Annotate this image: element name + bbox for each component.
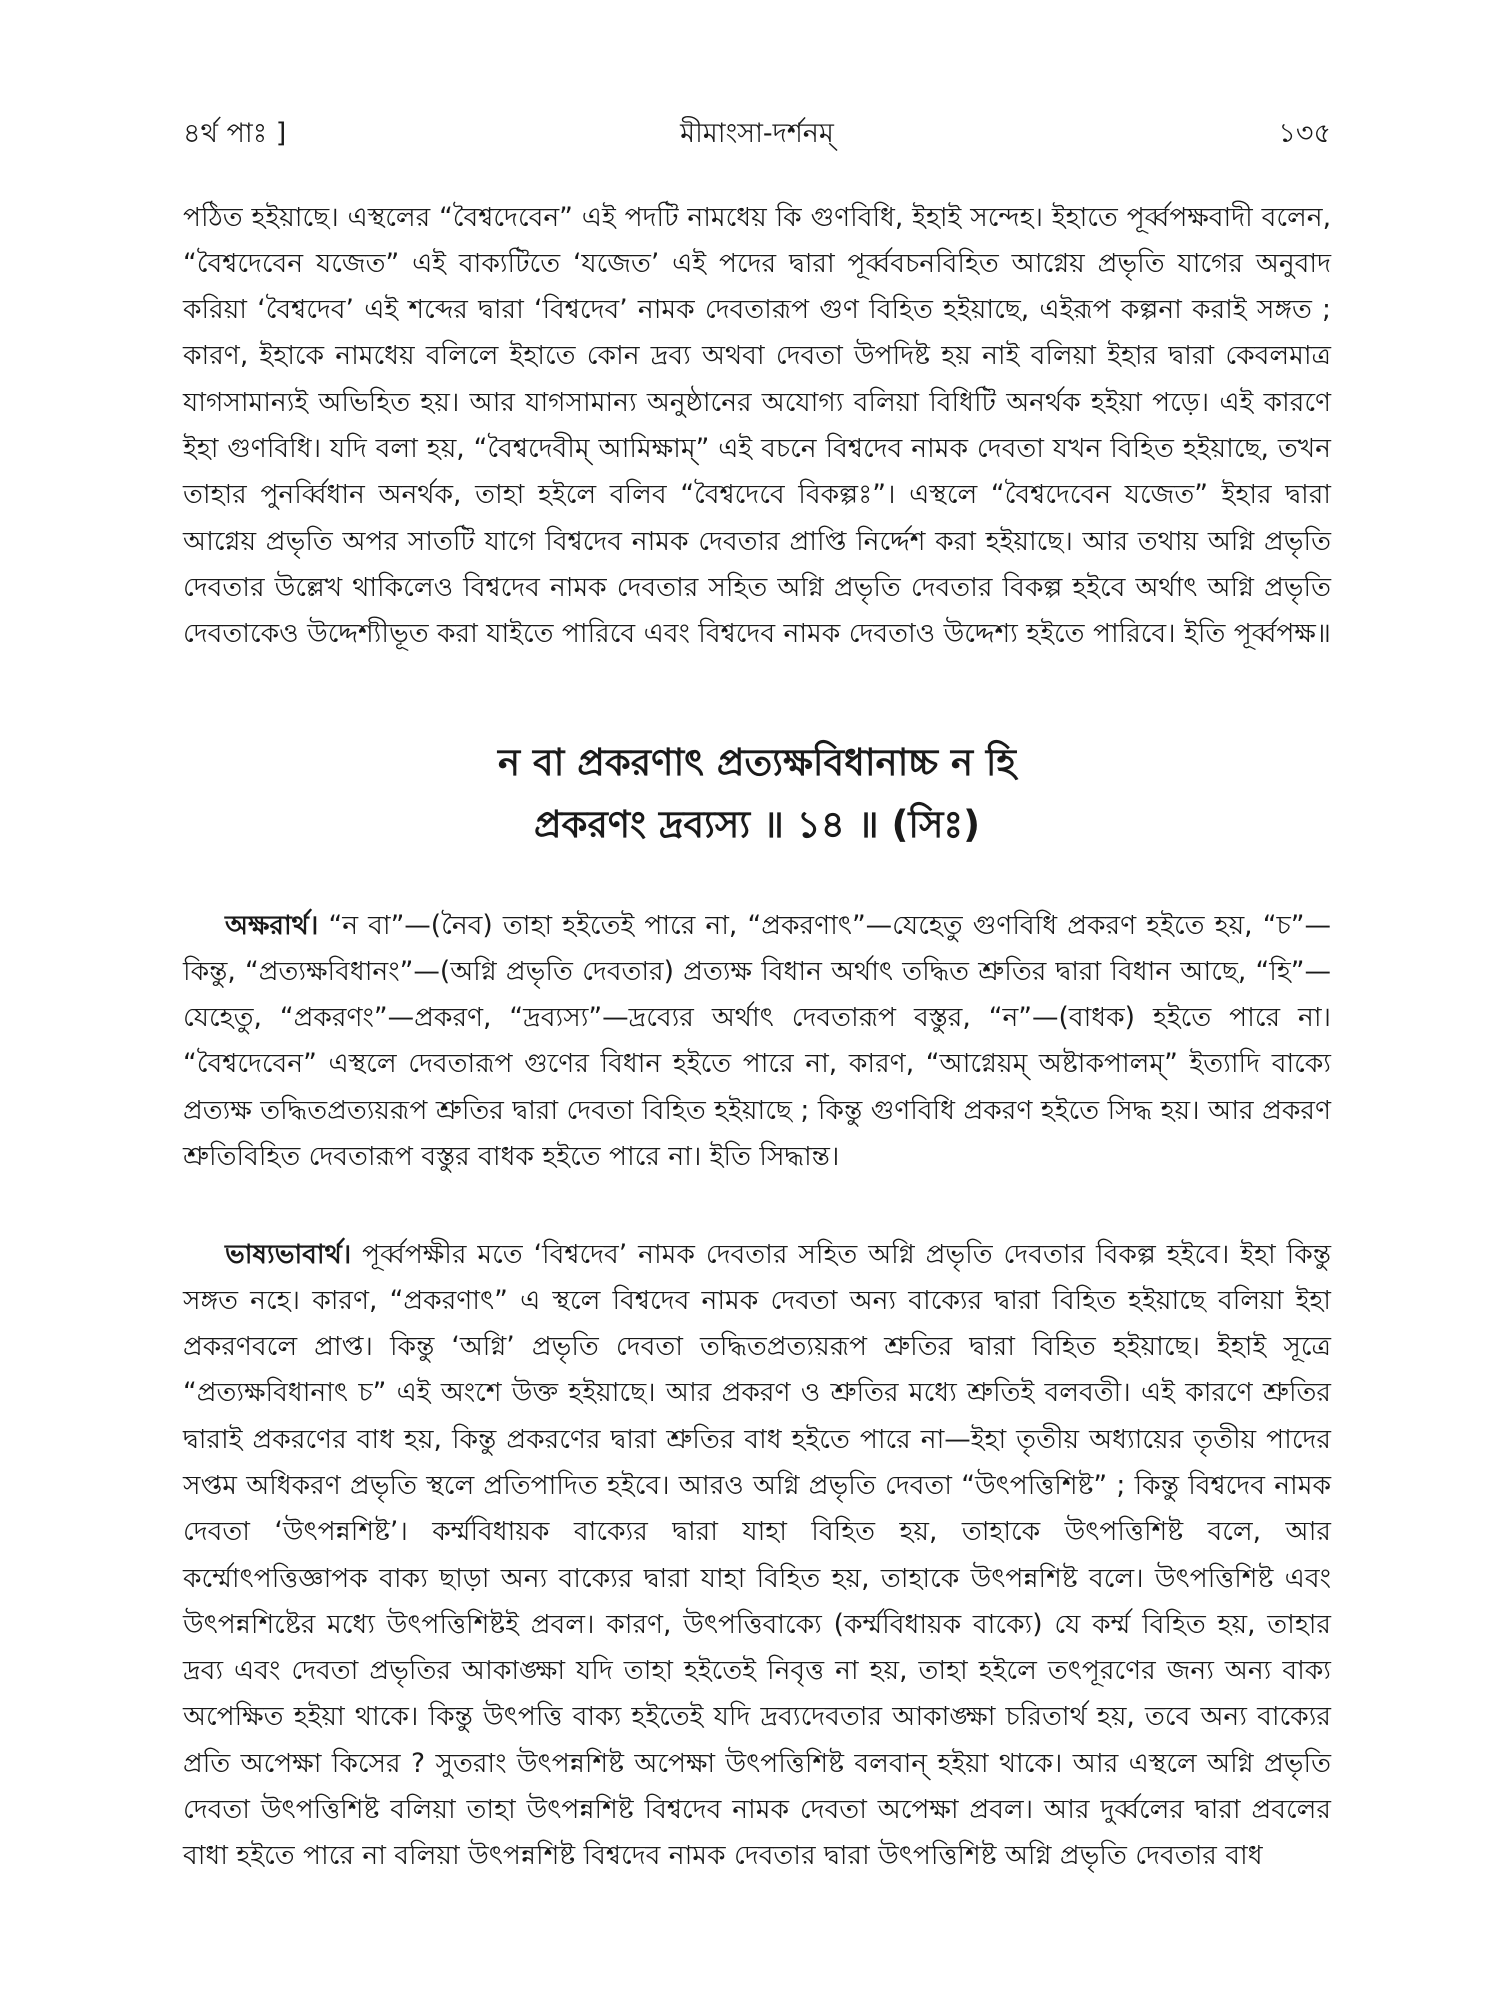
sutra-heading [183, 732, 1331, 856]
book-page [183, 0, 1331, 2000]
aksharartha-text: “ন বা”—(নৈব) তাহা হইতেই পারে না, “প্রকরণাৎ”—যেহেতু গুণবিধি প্রকরণ হইতে হয়, “চ”—কিন্তু, “প্রত্যক্ষবিধানং”—(অগ্নি প্রভৃতি দেবতার) প্রত্যক্ষ বিধান অর্থাৎ তদ্ধিত শ্রুতির দ্বারা বিধান আছে, “হি”—যেহেতু, “প্রকরণং”—প্রকরণ, “দ্রব্যস্য”—দ্রব্যের অর্থাৎ দেবতারূপ বস্তুর, “ন”—(বাধক) হইতে পারে না। “বৈশ্বদেবেন” এস্থলে দেবতারূপ গুণের বিধান হইতে পারে না, কারণ, “আগ্নেয়ম্ অষ্টাকপালম্” ইত্যাদি বাক্যে প্রত্যক্ষ তদ্ধিতপ্রত্যয়রূপ শ্রুতির দ্বারা দেবতা বিহিত হইয়াছে ; কিন্তু গুণবিধি প্রকরণ হইতে সিদ্ধ হয়। আর প্রকরণ শ্রুতিবিহিত দেবতারূপ বস্তুর বাধক হইতে পারে না। ইতি সিদ্ধান্ত। [183, 909, 1331, 1172]
header-book-title: মীমাংসা-দর্শনম্ [680, 118, 834, 149]
sutra-line-2: প্রকরণং দ্রব্যস্য ॥ ১৪ ॥ (সিঃ) [533, 803, 981, 846]
paragraph-purvapaksha: পঠিত হইয়াছে। এস্থলের “বৈশ্বদেবেন” এই পদটি নামধেয় কি গুণবিধি, ইহাই সন্দেহ। ইহাতে পূর্ব্বপক্ষবাদী বলেন, “বৈশ্বদেবেন যজেত” এই বাক্যটিতে ‘যজেত’ এই পদের দ্বারা পূর্ব্ববচনবিহিত আগ্নেয় প্রভৃতি যাগের অনুবাদ করিয়া ‘বৈশ্বদেব’ এই শব্দের দ্বারা ‘বিশ্বদেব’ নামক দেবতারূপ গুণ বিহিত হইয়াছে, এইরূপ কল্পনা করাই সঙ্গত ; কারণ, ইহাকে নামধেয় বলিলে ইহাতে কোন দ্রব্য অথবা দেবতা উপদিষ্ট হয় নাই বলিয়া ইহার দ্বারা কেবলমাত্র যাগসামান্যই অভিহিত হয়। আর যাগসামান্য অনুষ্ঠানের অযোগ্য বলিয়া বিধিটি অনর্থক হইয়া পড়ে। এই কারণে ইহা গুণবিধি। যদি বলা হয়, “বৈশ্বদেবীম্ আমিক্ষাম্” এই বচনে বিশ্বদেব নামক দেবতা যখন বিহিত হইয়াছে, তখন তাহার পুনর্ব্বিধান অনর্থক, তাহা হইলে বলিব “বৈশ্বদেবে বিকল্পঃ”। এস্থলে “বৈশ্বদেবেন যজেত” ইহার দ্বারা আগ্নেয় প্রভৃতি অপর সাতটি যাগে বিশ্বদেব নামক দেবতার প্রাপ্তি নির্দ্দেশ করা হইয়াছে। আর তথায় অগ্নি প্রভৃতি দেবতার উল্লেখ থাকিলেও বিশ্বদেব নামক দেবতার সহিত অগ্নি প্রভৃতি দেবতার বিকল্প হইবে অর্থাৎ অগ্নি প্রভৃতি দেবতাকেও উদ্দেশ্যীভূত করা যাইতে পারিবে এবং বিশ্বদেব নামক দেবতাও উদ্দেশ্য হইতে পারিবে। ইতি পূর্ব্বপক্ষ॥ [183, 201, 1331, 650]
bhashyabhavartha-label: ভাষ্যভাবার্থ। [225, 1238, 352, 1270]
header-section-label: ৪র্থ পাঃ ] [183, 118, 287, 149]
aksharartha-label: অক্ষরার্থ। [225, 909, 319, 941]
running-header [183, 112, 1331, 156]
paragraph-aksharartha [183, 903, 1331, 1181]
sutra-line-1: ন বা প্রকরণাৎ প্রত্যক্ষবিধানাচ্চ ন হি [498, 741, 1016, 784]
paragraph-bhashyabhavartha [183, 1232, 1331, 1880]
page-number: ১৩৫ [1278, 118, 1331, 149]
bhashyabhavartha-text: পূর্ব্বপক্ষীর মতে ‘বিশ্বদেব’ নামক দেবতার সহিত অগ্নি প্রভৃতি দেবতার বিকল্প হইবে। ইহা কিন্তু সঙ্গত নহে। কারণ, “প্রকরণাৎ” এ স্থলে বিশ্বদেব নামক দেবতা অন্য বাক্যের দ্বারা বিহিত হইয়াছে বলিয়া ইহা প্রকরণবলে প্রাপ্ত। কিন্তু ‘অগ্নি’ প্রভৃতি দেবতা তদ্ধিতপ্রত্যয়রূপ শ্রুতির দ্বারা বিহিত হইয়াছে। ইহাই সূত্রে “প্রত্যক্ষবিধানাৎ চ” এই অংশে উক্ত হইয়াছে। আর প্রকরণ ও শ্রুতির মধ্যে শ্রুতিই বলবতী। এই কারণে শ্রুতির দ্বারাই প্রকরণের বাধ হয়, কিন্তু প্রকরণের দ্বারা শ্রুতির বাধ হইতে পারে না—ইহা তৃতীয় অধ্যায়ের তৃতীয় পাদের সপ্তম অধিকরণ প্রভৃতি স্থলে প্রতিপাদিত হইবে। আরও অগ্নি প্রভৃতি দেবতা “উৎপত্তিশিষ্ট” ; কিন্তু বিশ্বদেব নামক দেবতা ‘উৎপন্নশিষ্ট’। কর্ম্মবিধায়ক বাক্যের দ্বারা যাহা বিহিত হয়, তাহাকে উৎপত্তিশিষ্ট বলে, আর কর্ম্মোৎপত্তিজ্ঞাপক বাক্য ছাড়া অন্য বাক্যের দ্বারা যাহা বিহিত হয়, তাহাকে উৎপন্নশিষ্ট বলে। উৎপত্তিশিষ্ট এবং উৎপন্নশিষ্টের মধ্যে উৎপত্তিশিষ্টই প্রবল। কারণ, উৎপত্তিবাক্যে (কর্ম্মবিধায়ক বাক্যে) যে কর্ম্ম বিহিত হয়, তাহার দ্রব্য এবং দেবতা প্রভৃতির আকাঙ্ক্ষা যদি তাহা হইতেই নিবৃত্ত না হয়, তাহা হইলে তৎপূরণের জন্য অন্য বাক্য অপেক্ষিত হইয়া থাকে। কিন্তু উৎপত্তি বাক্য হইতেই যদি দ্রব্যদেবতার আকাঙ্ক্ষা চরিতার্থ হয়, তবে অন্য বাক্যের প্রতি অপেক্ষা কিসের ? সুতরাং উৎপন্নশিষ্ট অপেক্ষা উৎপত্তিশিষ্ট বলবান্ হইয়া থাকে। আর এস্থলে অগ্নি প্রভৃতি দেবতা উৎপত্তিশিষ্ট বলিয়া তাহা উৎপন্নশিষ্ট বিশ্বদেব নামক দেবতা অপেক্ষা প্রবল। আর দুর্ব্বলের দ্বারা প্রবলের বাধা হইতে পারে না বলিয়া উৎপন্নশিষ্ট বিশ্বদেব নামক দেবতার দ্বারা উৎপত্তিশিষ্ট অগ্নি প্রভৃতি দেবতার বাধ [183, 1238, 1331, 1872]
